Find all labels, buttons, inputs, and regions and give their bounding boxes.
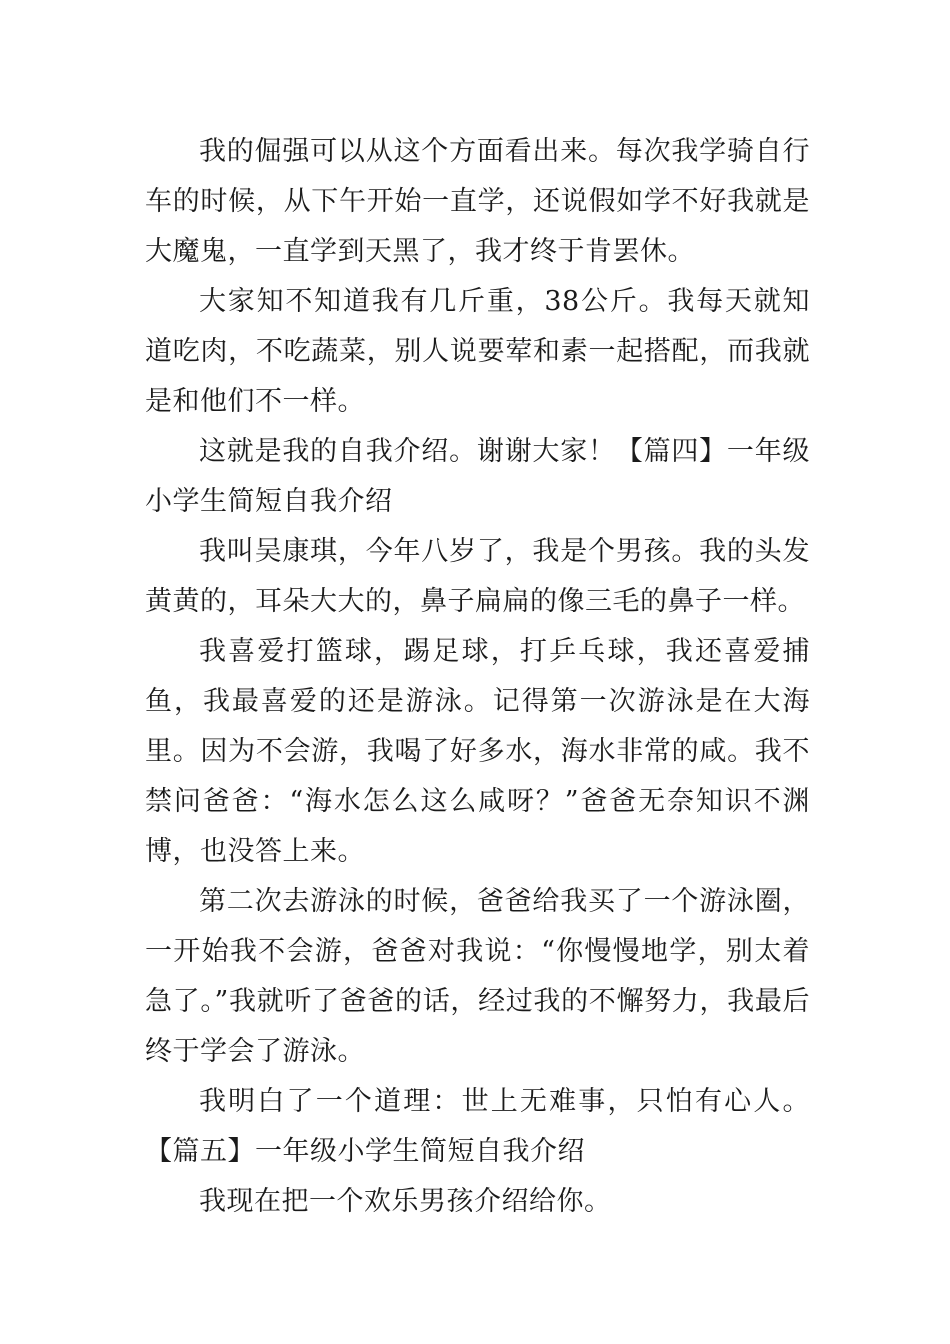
paragraph-3: 这就是我的自我介绍。谢谢大家！【篇四】一年级小学生简短自我介绍 — [145, 436, 810, 517]
paragraph-1: 我的倔强可以从这个方面看出来。每次我学骑自行车的时候，从下午开始一直学，还说假如学不好我就是大魔鬼，一直学到天黑了，我才终于肯罢休。 — [145, 136, 810, 267]
document-body — [145, 127, 810, 1227]
paragraph-8: 我现在把一个欢乐男孩介绍给你。 — [199, 1186, 612, 1217]
paragraph-4: 我叫吴康琪，今年八岁了，我是个男孩。我的头发黄黄的，耳朵大大的，鼻子扁扁的像三毛的鼻子一样。 — [145, 536, 810, 617]
paragraph-7: 我明白了一个道理：世上无难事，只怕有心人。【篇五】一年级小学生简短自我介绍 — [145, 1086, 810, 1167]
paragraph-2: 大家知不知道我有几斤重，38公斤。我每天就知道吃肉，不吃蔬菜，别人说要荤和素一起搭配，而我就是和他们不一样。 — [145, 286, 810, 417]
paragraph-6: 第二次去游泳的时候，爸爸给我买了一个游泳圈，一开始我不会游，爸爸对我说：“你慢慢地学，别太着急了。”我就听了爸爸的话，经过我的不懈努力，我最后终于学会了游泳。 — [145, 886, 810, 1067]
paragraph-5: 我喜爱打篮球，踢足球，打乒乓球，我还喜爱捕鱼，我最喜爱的还是游泳。记得第一次游泳是在大海里。因为不会游，我喝了好多水，海水非常的咸。我不禁问爸爸：“海水怎么这么咸呀？”爸爸无奈知识不渊博，也没答上来。 — [145, 636, 810, 867]
